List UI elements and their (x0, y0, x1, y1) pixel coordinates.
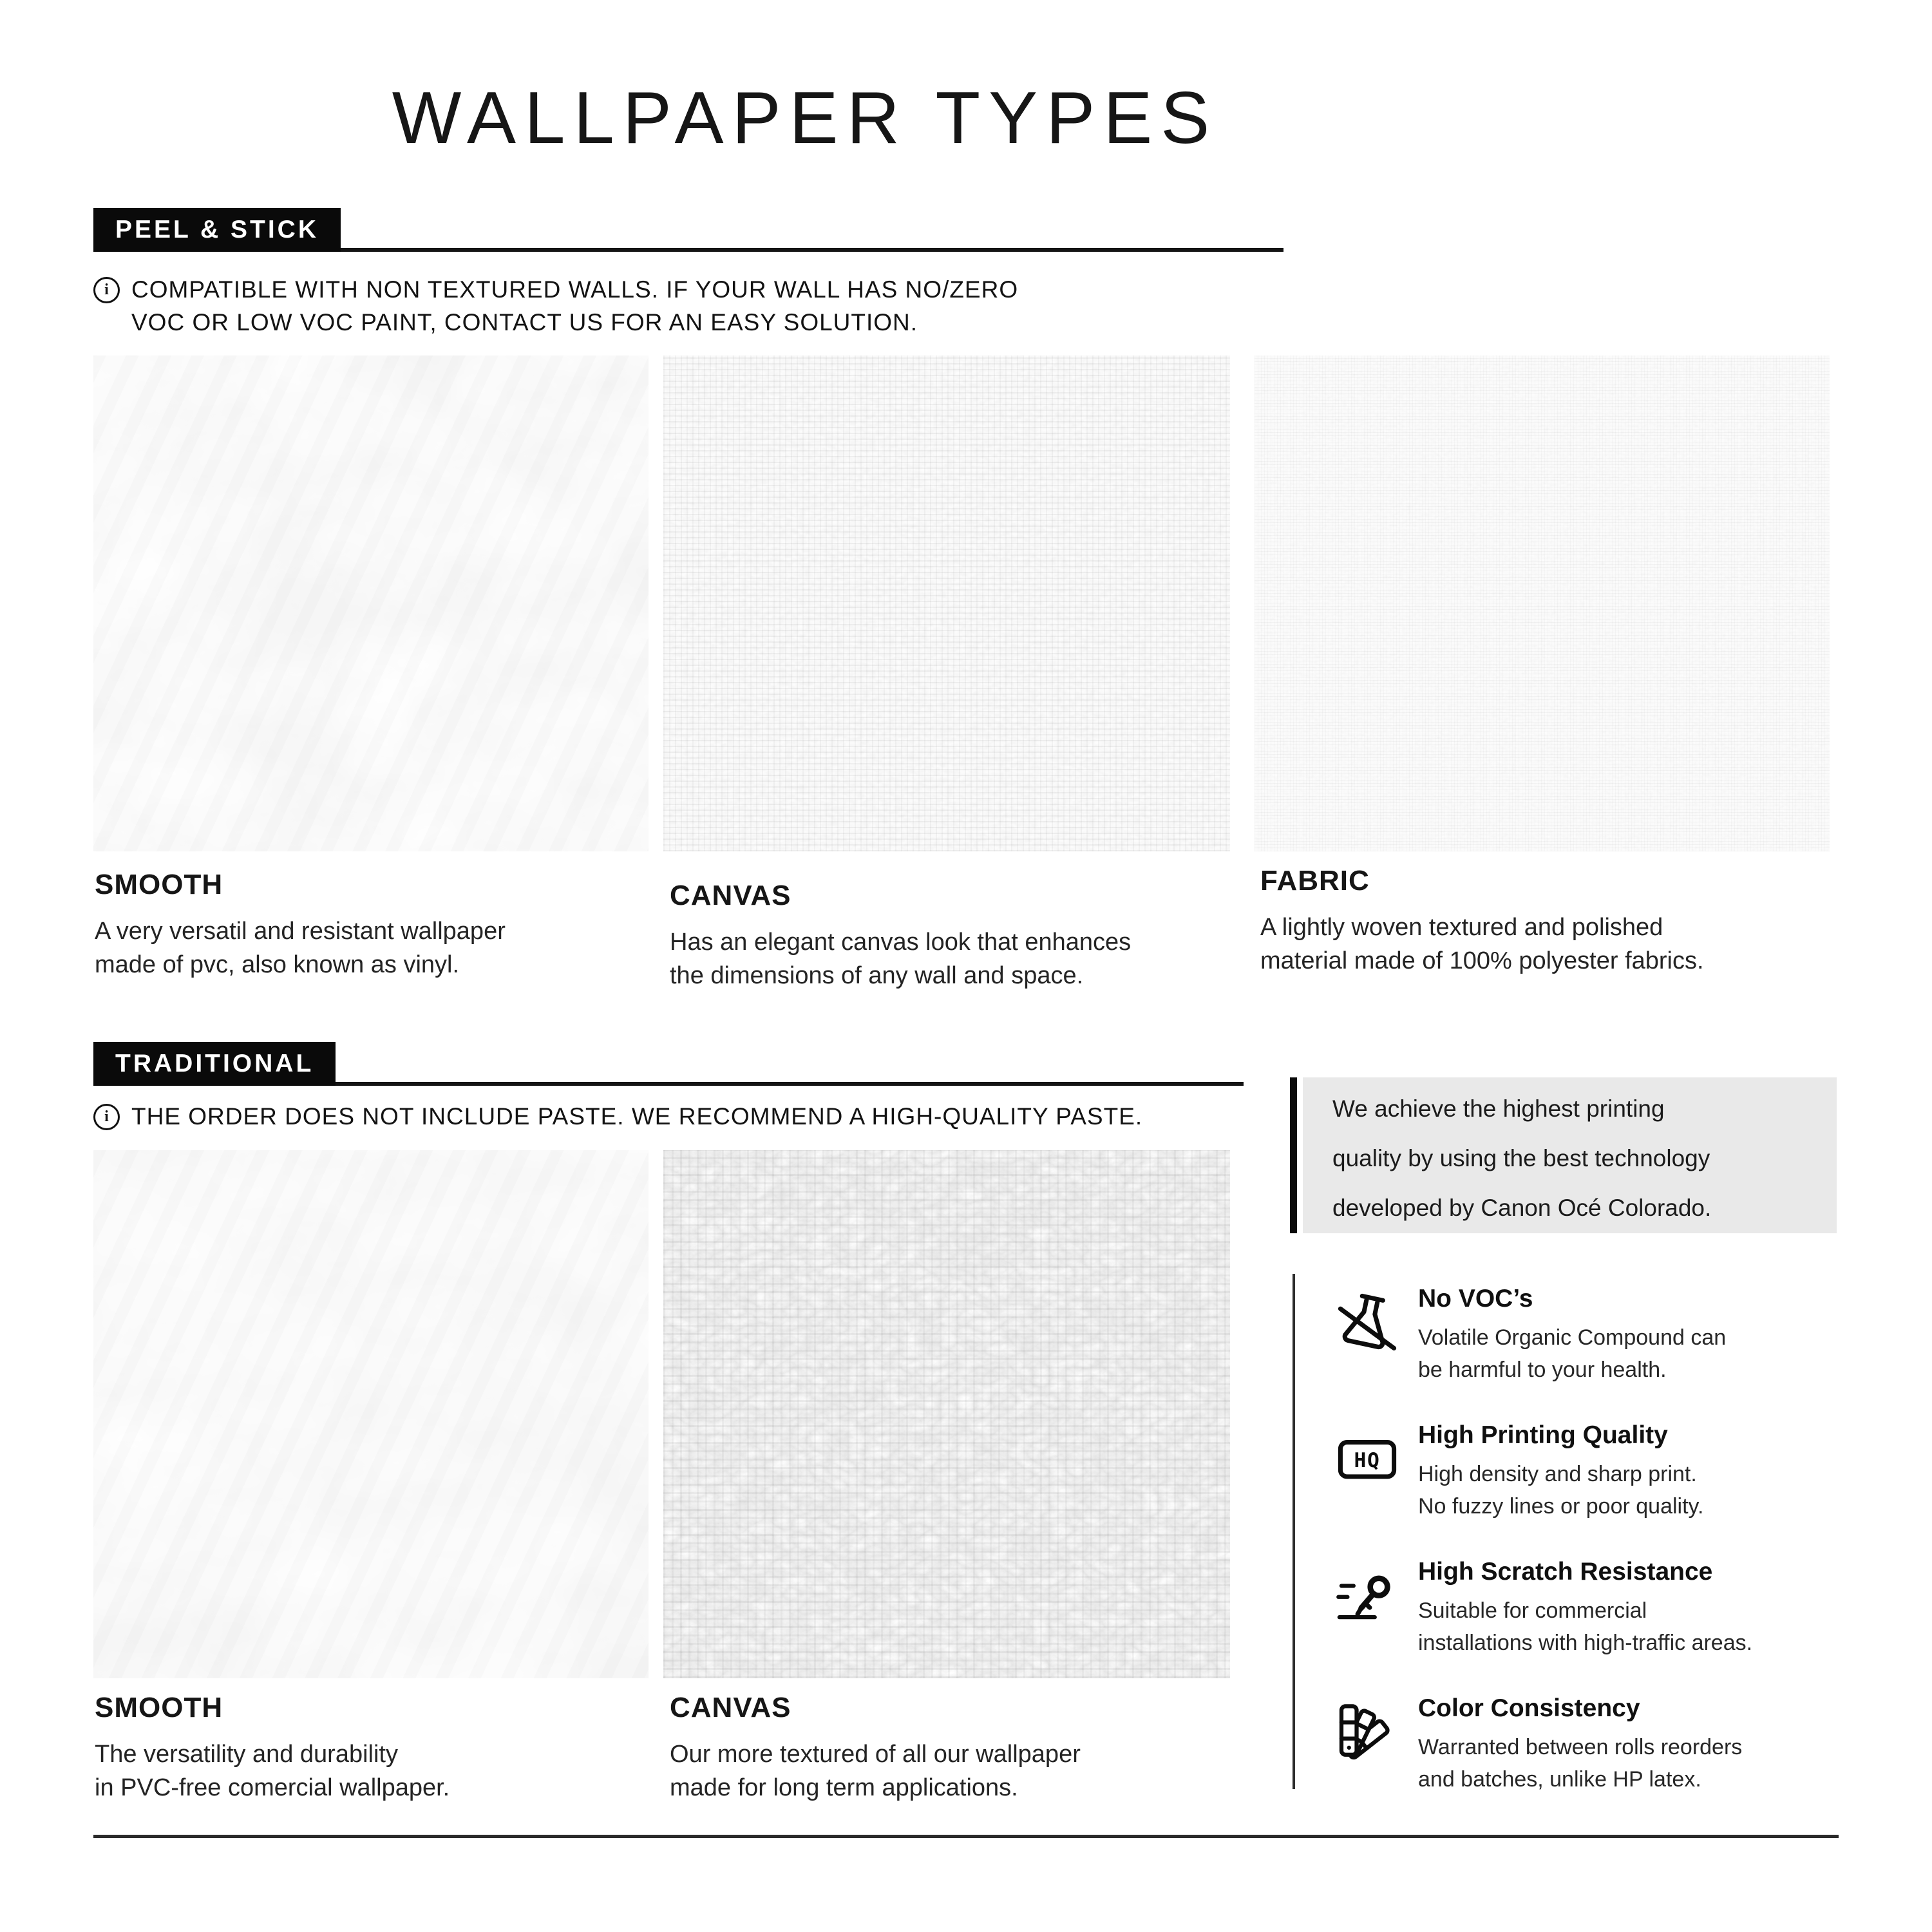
svg-text:HQ: HQ (1354, 1448, 1381, 1472)
feature-text (1418, 1421, 1703, 1522)
desc-line-1: Has an elegant canvas look that enhances (670, 929, 1132, 956)
swatch-peel-smooth-texture (93, 355, 649, 851)
feature-text (1418, 1284, 1726, 1386)
feature-high-scratch-resistance (1334, 1557, 1850, 1659)
desc-line-1: A very versatil and resistant wallpaper (95, 918, 506, 945)
feature-desc-line-1: High density and sharp print. (1418, 1462, 1697, 1486)
feature-color-consistency (1334, 1694, 1850, 1795)
info-icon: i (93, 1104, 120, 1130)
feature-no-vocs (1334, 1284, 1850, 1386)
section-label-peel-stick: PEEL & STICK (93, 208, 341, 252)
feature-text (1418, 1557, 1752, 1659)
peel-stick-note-text (131, 273, 1018, 339)
swatch-title: CANVAS (670, 1692, 791, 1723)
note-line-2: VOC OR LOW VOC PAINT, CONTACT US FOR AN EASY SOLUTION. (131, 309, 918, 336)
caption-peel-fabric (1260, 866, 1704, 978)
desc-line-2: the dimensions of any wall and space. (670, 962, 1084, 989)
texture-overlay (93, 355, 649, 851)
swatch-title: FABRIC (1260, 865, 1370, 896)
texture-overlay (663, 1150, 1230, 1678)
feature-text (1418, 1694, 1742, 1795)
caption-peel-smooth (95, 869, 506, 981)
feature-title: High Printing Quality (1418, 1421, 1668, 1449)
swatch-title: CANVAS (670, 880, 791, 911)
bottom-rule (93, 1835, 1839, 1838)
swatch-title: SMOOTH (95, 869, 223, 900)
swatch-description (95, 1738, 450, 1804)
hq-badge-icon (1334, 1425, 1400, 1495)
swatch-title: SMOOTH (95, 1692, 223, 1723)
feature-desc-line-1: Warranted between rolls reorders (1418, 1735, 1743, 1759)
color-swatch-fan-icon (1334, 1698, 1400, 1768)
traditional-note-text (131, 1100, 1142, 1133)
note-line-1: COMPATIBLE WITH NON TEXTURED WALLS. IF YOUR WALL HAS NO/ZERO (131, 276, 1019, 303)
texture-overlay (1255, 355, 1830, 851)
swatch-peel-canvas-texture (663, 355, 1230, 851)
feature-title: High Scratch Resistance (1418, 1558, 1713, 1586)
desc-line-1: The versatility and durability (95, 1741, 398, 1768)
feature-list-divider (1293, 1274, 1295, 1789)
page-title: WALLPAPER TYPES (392, 77, 1218, 159)
desc-line-2: made of pvc, also known as vinyl. (95, 951, 460, 978)
feature-desc-line-2: and batches, unlike HP latex. (1418, 1767, 1701, 1792)
swatch-description (670, 1738, 1081, 1804)
traditional-note (93, 1100, 1142, 1133)
desc-line-2: material made of 100% polyester fabrics. (1260, 947, 1704, 974)
caption-traditional-canvas (670, 1692, 1081, 1804)
feature-description (1418, 1458, 1703, 1522)
quality-panel-accent-bar (1290, 1077, 1297, 1233)
feature-desc-line-2: No fuzzy lines or poor quality. (1418, 1494, 1704, 1519)
texture-overlay (93, 1150, 649, 1678)
texture-overlay (663, 355, 1230, 851)
note-line-1: THE ORDER DOES NOT INCLUDE PASTE. WE RECOMMEND A HIGH-QUALITY PASTE. (131, 1103, 1143, 1130)
feature-high-printing-quality (1334, 1421, 1850, 1522)
feature-desc-line-2: installations with high-traffic areas. (1418, 1631, 1753, 1655)
flask-crossed-icon (1334, 1288, 1400, 1359)
desc-line-2: in PVC-free comercial wallpaper. (95, 1774, 450, 1801)
swatch-description (1260, 911, 1704, 978)
quality-note-line-1: We achieve the highest printing (1332, 1095, 1665, 1122)
desc-line-2: made for long term applications. (670, 1774, 1018, 1801)
caption-peel-canvas (670, 880, 1131, 992)
swatch-description (95, 914, 506, 981)
desc-line-1: Our more textured of all our wallpaper (670, 1741, 1081, 1768)
key-scratch-icon (1334, 1561, 1400, 1632)
swatch-peel-fabric-texture (1255, 355, 1830, 851)
caption-traditional-smooth (95, 1692, 450, 1804)
peel-stick-note (93, 273, 1018, 339)
quality-note-line-3: developed by Canon Océ Colorado. (1332, 1195, 1712, 1221)
feature-desc-line-1: Suitable for commercial (1418, 1598, 1647, 1623)
swatch-traditional-smooth-texture (93, 1150, 649, 1678)
feature-description (1418, 1321, 1726, 1386)
feature-title: No VOC’s (1418, 1285, 1533, 1312)
desc-line-1: A lightly woven textured and polished (1260, 914, 1663, 941)
swatch-traditional-canvas-texture (663, 1150, 1230, 1678)
info-icon: i (93, 277, 120, 303)
section-label-traditional: TRADITIONAL (93, 1042, 336, 1086)
swatch-description (670, 925, 1131, 992)
feature-title: Color Consistency (1418, 1694, 1640, 1722)
feature-description (1418, 1595, 1752, 1659)
feature-desc-line-2: be harmful to your health. (1418, 1358, 1667, 1382)
quality-note-panel (1303, 1077, 1837, 1233)
quality-note-line-2: quality by using the best technology (1332, 1145, 1710, 1171)
feature-description (1418, 1731, 1742, 1795)
feature-desc-line-1: Volatile Organic Compound can (1418, 1325, 1727, 1350)
